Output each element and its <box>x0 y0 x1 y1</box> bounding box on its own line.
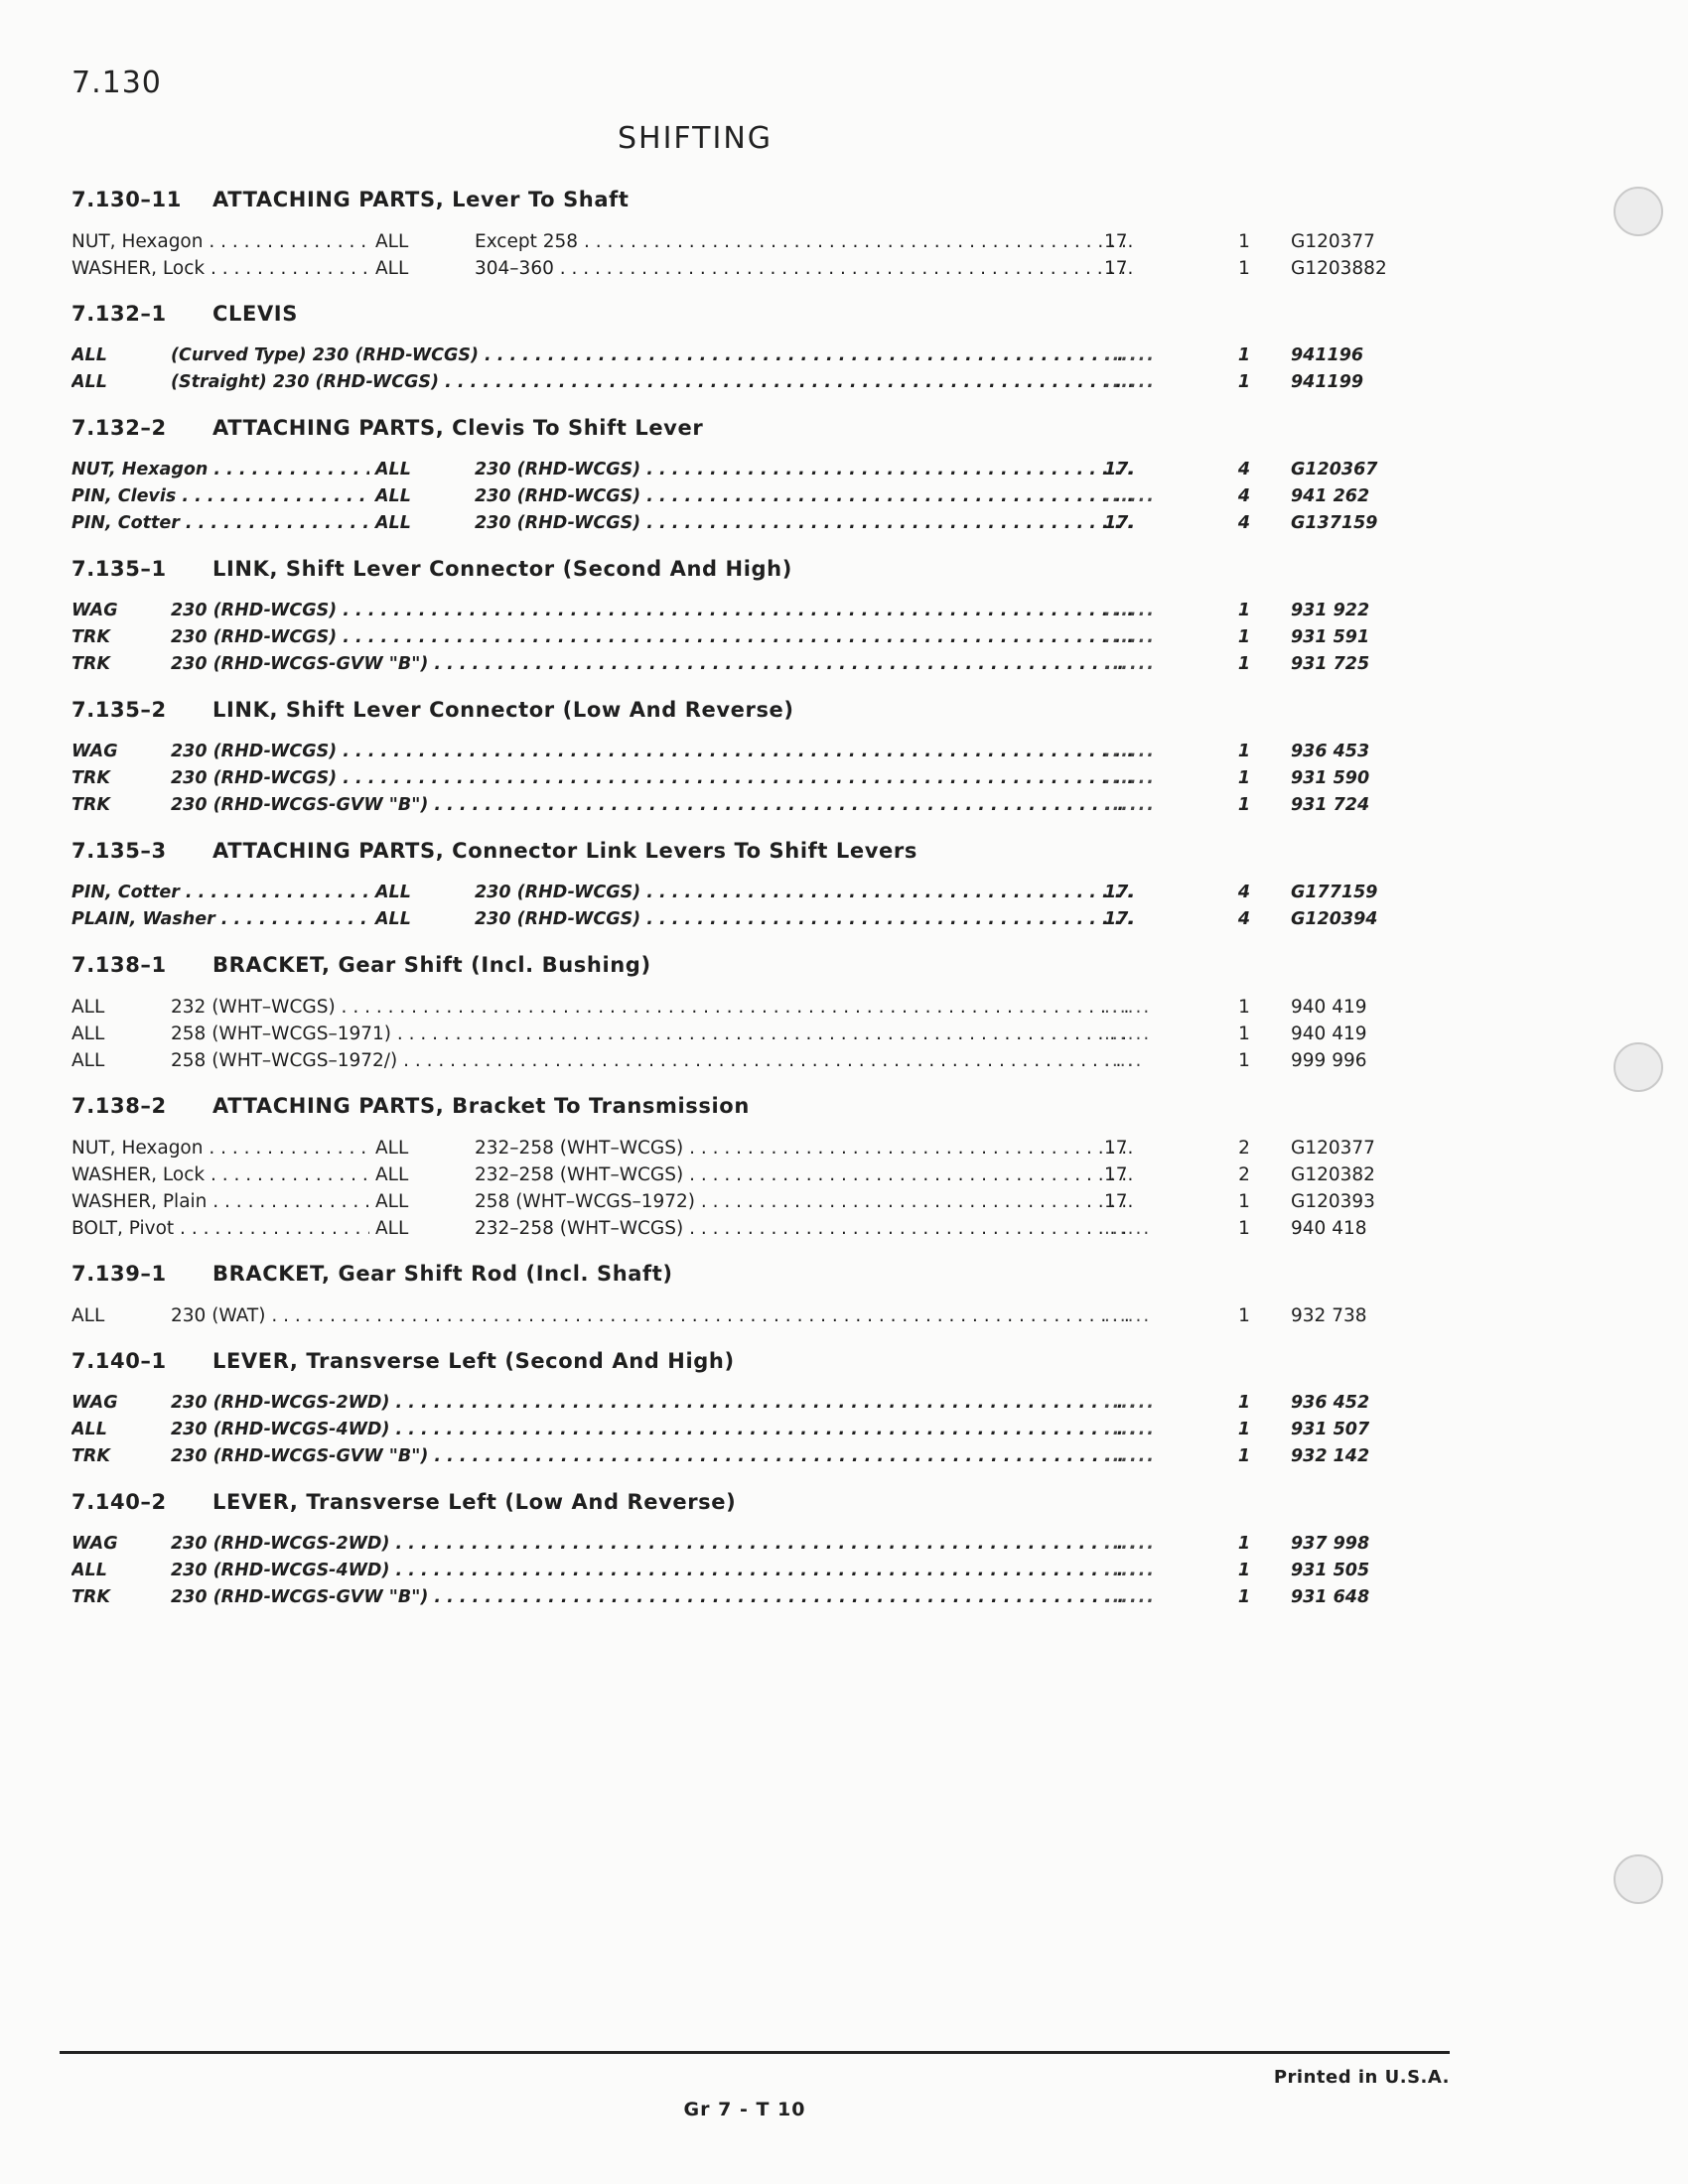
parts-group <box>71 552 1402 678</box>
section-ref: 17. <box>1104 231 1134 252</box>
parts-group <box>71 834 1402 933</box>
parts-row <box>71 457 1402 483</box>
part-description: 232 (WHT–WCGS) . . . <box>171 994 1134 1021</box>
part-number: 936 452 <box>1291 1393 1370 1413</box>
quantity: 1 <box>1237 1393 1251 1413</box>
part-name: WAG <box>71 1393 118 1413</box>
part-number: 937 998 <box>1291 1534 1370 1554</box>
part-description: 230 (RHD-WCGS) . . . <box>171 598 1134 624</box>
group-title: BRACKET, Gear Shift (Incl. Bushing) <box>212 953 651 977</box>
part-description: 230 (RHD-WCGS-2WD) . . . <box>171 1531 1134 1558</box>
section-ref: 17. <box>1104 883 1136 902</box>
part-number: 941196 <box>1291 345 1364 365</box>
parts-row <box>71 1047 1402 1074</box>
group-heading <box>71 552 1402 586</box>
parts-row <box>71 1390 1402 1417</box>
quantity: 4 <box>1237 909 1251 929</box>
quantity: 4 <box>1237 883 1251 902</box>
part-name: PIN, Clevis . . . <box>71 483 369 510</box>
group-id: 7.138–1 <box>71 953 167 977</box>
group-id: 7.135–3 <box>71 839 167 863</box>
section-ref: 17. <box>1104 1191 1134 1212</box>
section-ref: 17. <box>1104 1138 1134 1159</box>
part-number: G120382 <box>1291 1164 1375 1185</box>
group-heading <box>71 411 1402 445</box>
part-name: WASHER, Lock . . . <box>71 255 369 282</box>
section-ref: 17. <box>1104 460 1136 479</box>
parts-group <box>71 1485 1402 1611</box>
parts-group <box>71 297 1402 396</box>
group-heading <box>71 1485 1402 1519</box>
group-title: CLEVIS <box>212 302 298 326</box>
part-number: 931 591 <box>1291 627 1370 647</box>
part-name: PLAIN, Washer . . . <box>71 906 369 933</box>
part-description: 304–360 . . . <box>475 255 1134 282</box>
printed-in-note: Printed in U.S.A. <box>1273 2067 1450 2088</box>
section-ref: ...... <box>1104 1393 1156 1413</box>
parts-row <box>71 1584 1402 1611</box>
parts-row <box>71 228 1402 255</box>
part-name: WASHER, Lock . . . <box>71 1161 369 1188</box>
group-heading <box>71 1344 1402 1378</box>
part-description: 258 (WHT–WCGS–1971) . . . <box>171 1021 1134 1047</box>
model-code: ALL <box>375 909 411 929</box>
quantity: 1 <box>1237 654 1251 674</box>
part-name: WAG <box>71 1534 118 1554</box>
part-name: ALL <box>71 1561 107 1580</box>
section-ref: 17. <box>1104 1164 1134 1185</box>
parts-row <box>71 739 1402 765</box>
quantity: 2 <box>1238 1138 1250 1159</box>
part-description: 232–258 (WHT–WCGS) . . . <box>475 1161 1134 1188</box>
parts-row <box>71 651 1402 678</box>
part-name: TRK <box>71 795 110 815</box>
binder-hole-icon <box>1614 187 1663 236</box>
group-id: 7.132–1 <box>71 302 167 326</box>
quantity: 4 <box>1237 513 1251 533</box>
parts-list <box>71 183 1402 1626</box>
part-number: 940 419 <box>1291 997 1367 1018</box>
group-title: ATTACHING PARTS, Bracket To Transmission <box>212 1094 750 1118</box>
part-number: 931 507 <box>1291 1420 1370 1439</box>
part-description: (Straight) 230 (RHD-WCGS) . . . <box>171 369 1134 396</box>
parts-group <box>71 1089 1402 1242</box>
part-description: 230 (RHD-WCGS) . . . <box>475 880 1134 906</box>
quantity: 1 <box>1237 1446 1251 1466</box>
part-description: 230 (RHD-WCGS-GVW "B") . . . <box>171 792 1134 819</box>
page-title: SHIFTING <box>617 121 774 156</box>
section-ref: ...... <box>1104 486 1156 506</box>
parts-row <box>71 1443 1402 1470</box>
quantity: 1 <box>1237 372 1251 392</box>
quantity: 4 <box>1237 486 1251 506</box>
quantity: 1 <box>1237 768 1251 788</box>
parts-row <box>71 598 1402 624</box>
quantity: 1 <box>1238 997 1250 1018</box>
parts-row <box>71 1215 1402 1242</box>
parts-row <box>71 510 1402 537</box>
model-code: ALL <box>375 513 411 533</box>
quantity: 1 <box>1238 258 1250 279</box>
group-title: ATTACHING PARTS, Clevis To Shift Lever <box>212 416 704 440</box>
section-ref: ...... <box>1104 1218 1152 1239</box>
quantity: 1 <box>1237 627 1251 647</box>
group-id: 7.132–2 <box>71 416 167 440</box>
parts-row <box>71 1135 1402 1161</box>
quantity: 1 <box>1237 742 1251 761</box>
group-heading <box>71 1257 1402 1291</box>
quantity: 1 <box>1237 1534 1251 1554</box>
part-description: 230 (RHD-WCGS) . . . <box>475 906 1134 933</box>
part-number: 931 648 <box>1291 1587 1370 1607</box>
part-description: 230 (RHD-WCGS) . . . <box>171 624 1134 651</box>
part-number: G137159 <box>1291 513 1378 533</box>
part-description: (Curved Type) 230 (RHD-WCGS) . . . <box>171 342 1134 369</box>
part-description: 230 (RHD-WCGS-4WD) . . . <box>171 1417 1134 1443</box>
part-name: PIN, Cotter . . . <box>71 510 369 537</box>
parts-group <box>71 693 1402 819</box>
part-description: 230 (RHD-WCGS-GVW "B") . . . <box>171 1443 1134 1470</box>
section-ref: ..... <box>1104 1050 1144 1071</box>
part-name: ALL <box>71 1420 107 1439</box>
part-description: 230 (RHD-WCGS) . . . <box>171 765 1134 792</box>
part-description: 230 (RHD-WCGS-GVW "B") . . . <box>171 651 1134 678</box>
section-ref: ...... <box>1104 1024 1152 1044</box>
parts-group <box>71 948 1402 1074</box>
quantity: 1 <box>1237 1420 1251 1439</box>
part-number: 936 453 <box>1291 742 1370 761</box>
group-heading <box>71 297 1402 331</box>
part-description: 230 (RHD-WCGS) . . . <box>475 483 1134 510</box>
part-name: WAG <box>71 742 118 761</box>
section-ref: ...... <box>1104 627 1156 647</box>
group-title: ATTACHING PARTS, Lever To Shaft <box>212 188 630 211</box>
parts-row <box>71 1161 1402 1188</box>
parts-row <box>71 1417 1402 1443</box>
model-code: ALL <box>375 1218 409 1239</box>
group-title: LEVER, Transverse Left (Low And Reverse) <box>212 1490 737 1514</box>
quantity: 1 <box>1238 1305 1250 1326</box>
model-code: ALL <box>375 1164 409 1185</box>
group-title: LEVER, Transverse Left (Second And High) <box>212 1349 735 1373</box>
part-name: ALL <box>71 1024 105 1044</box>
part-number: 999 996 <box>1291 1050 1367 1071</box>
quantity: 1 <box>1237 345 1251 365</box>
part-name: ALL <box>71 372 107 392</box>
part-name: ALL <box>71 1050 105 1071</box>
group-heading <box>71 948 1402 982</box>
parts-row <box>71 994 1402 1021</box>
parts-row <box>71 906 1402 933</box>
section-ref: 17. <box>1104 909 1136 929</box>
part-name: NUT, Hexagon . . . <box>71 228 369 255</box>
part-number: 932 142 <box>1291 1446 1370 1466</box>
parts-row <box>71 880 1402 906</box>
quantity: 1 <box>1238 1050 1250 1071</box>
part-number: 931 590 <box>1291 768 1370 788</box>
parts-row <box>71 792 1402 819</box>
group-title: ATTACHING PARTS, Connector Link Levers To Shift Levers <box>212 839 917 863</box>
part-number: G1203882 <box>1291 258 1387 279</box>
parts-row <box>71 255 1402 282</box>
group-id: 7.138–2 <box>71 1094 167 1118</box>
section-ref: ...... <box>1104 742 1156 761</box>
part-description: 258 (WHT–WCGS–1972/) . . . <box>171 1047 1134 1074</box>
part-name: ALL <box>71 997 105 1018</box>
part-description: 232–258 (WHT–WCGS) . . . <box>475 1215 1134 1242</box>
part-name: PIN, Cotter . . . <box>71 880 369 906</box>
model-code: ALL <box>375 883 411 902</box>
parts-row <box>71 342 1402 369</box>
model-code: ALL <box>375 258 409 279</box>
section-ref: 17. <box>1104 258 1134 279</box>
part-name: TRK <box>71 768 110 788</box>
group-id: 7.135–1 <box>71 557 167 581</box>
section-ref: ...... <box>1104 1561 1156 1580</box>
parts-row <box>71 624 1402 651</box>
section-ref: ...... <box>1104 372 1156 392</box>
section-ref: ...... <box>1104 768 1156 788</box>
part-number: G120393 <box>1291 1191 1375 1212</box>
part-name: NUT, Hexagon . . . <box>71 1135 369 1161</box>
group-id: 7.140–1 <box>71 1349 167 1373</box>
model-code: ALL <box>375 1138 409 1159</box>
section-ref: ...... <box>1104 795 1156 815</box>
parts-row <box>71 369 1402 396</box>
part-name: TRK <box>71 654 110 674</box>
part-number: G120377 <box>1291 1138 1375 1159</box>
part-number: 932 738 <box>1291 1305 1367 1326</box>
part-number: 940 418 <box>1291 1218 1367 1239</box>
section-ref: ...... <box>1104 1446 1156 1466</box>
part-number: G120377 <box>1291 231 1375 252</box>
part-number: 931 505 <box>1291 1561 1370 1580</box>
model-code: ALL <box>375 231 409 252</box>
group-id: 7.140–2 <box>71 1490 167 1514</box>
parts-group <box>71 183 1402 282</box>
part-description: 230 (RHD-WCGS) . . . <box>475 510 1134 537</box>
part-number: 940 419 <box>1291 1024 1367 1044</box>
part-number: 941199 <box>1291 372 1364 392</box>
part-description: 230 (RHD-WCGS-GVW "B") . . . <box>171 1584 1134 1611</box>
group-id: 7.135–2 <box>71 698 167 722</box>
quantity: 1 <box>1238 1191 1250 1212</box>
part-description: 230 (RHD-WCGS) . . . <box>171 739 1134 765</box>
parts-row <box>71 483 1402 510</box>
part-name: TRK <box>71 627 110 647</box>
page-number: 7.130 <box>71 66 162 100</box>
section-ref: ...... <box>1104 1305 1152 1326</box>
part-name: WAG <box>71 601 118 620</box>
section-ref: ...... <box>1104 1587 1156 1607</box>
part-description: Except 258 . . . <box>475 228 1134 255</box>
section-ref: ...... <box>1104 1420 1156 1439</box>
part-description: 232–258 (WHT–WCGS) . . . <box>475 1135 1134 1161</box>
parts-group <box>71 1257 1402 1329</box>
parts-group <box>71 1344 1402 1470</box>
section-ref: 17. <box>1104 513 1136 533</box>
part-name: TRK <box>71 1446 110 1466</box>
parts-group <box>71 411 1402 537</box>
section-ref: ...... <box>1104 601 1156 620</box>
quantity: 2 <box>1238 1164 1250 1185</box>
section-ref: ...... <box>1104 997 1152 1018</box>
quantity: 1 <box>1237 1587 1251 1607</box>
part-number: 941 262 <box>1291 486 1370 506</box>
quantity: 1 <box>1237 795 1251 815</box>
parts-row <box>71 1302 1402 1329</box>
quantity: 1 <box>1238 1024 1250 1044</box>
group-title: LINK, Shift Lever Connector (Second And High) <box>212 557 792 581</box>
quantity: 1 <box>1238 231 1250 252</box>
part-name: BOLT, Pivot . . . <box>71 1215 369 1242</box>
part-number: 931 922 <box>1291 601 1370 620</box>
group-heading <box>71 1089 1402 1123</box>
part-number: G177159 <box>1291 883 1378 902</box>
part-number: 931 725 <box>1291 654 1370 674</box>
part-description: 230 (RHD-WCGS-4WD) . . . <box>171 1558 1134 1584</box>
group-title: LINK, Shift Lever Connector (Low And Reverse) <box>212 698 794 722</box>
group-id: 7.139–1 <box>71 1262 167 1286</box>
part-description: 230 (RHD-WCGS-2WD) . . . <box>171 1390 1134 1417</box>
quantity: 4 <box>1237 460 1251 479</box>
group-heading <box>71 834 1402 868</box>
part-description: 230 (RHD-WCGS) . . . <box>475 457 1134 483</box>
binder-hole-icon <box>1614 1854 1663 1904</box>
footer-divider <box>60 2051 1450 2054</box>
section-ref: ...... <box>1104 654 1156 674</box>
parts-row <box>71 765 1402 792</box>
part-number: G120367 <box>1291 460 1378 479</box>
section-ref: ...... <box>1104 1534 1156 1554</box>
model-code: ALL <box>375 486 411 506</box>
part-name: ALL <box>71 345 107 365</box>
group-id: 7.130–11 <box>71 188 182 211</box>
quantity: 1 <box>1237 601 1251 620</box>
binder-hole-icon <box>1614 1042 1663 1092</box>
parts-row <box>71 1531 1402 1558</box>
part-description: 258 (WHT–WCGS–1972) . . . <box>475 1188 1134 1215</box>
model-code: ALL <box>375 1191 409 1212</box>
part-name: WASHER, Plain . . . <box>71 1188 369 1215</box>
footer-page-ref: Gr 7 - T 10 <box>683 2099 806 2120</box>
parts-row <box>71 1558 1402 1584</box>
group-heading <box>71 693 1402 727</box>
model-code: ALL <box>375 460 411 479</box>
quantity: 1 <box>1238 1218 1250 1239</box>
part-number: G120394 <box>1291 909 1378 929</box>
part-name: TRK <box>71 1587 110 1607</box>
section-ref: ...... <box>1104 345 1156 365</box>
parts-row <box>71 1188 1402 1215</box>
part-name: ALL <box>71 1305 105 1326</box>
parts-row <box>71 1021 1402 1047</box>
quantity: 1 <box>1237 1561 1251 1580</box>
group-heading <box>71 183 1402 216</box>
part-description: 230 (WAT) . . . <box>171 1302 1134 1329</box>
group-title: BRACKET, Gear Shift Rod (Incl. Shaft) <box>212 1262 673 1286</box>
part-name: NUT, Hexagon . . . <box>71 457 369 483</box>
part-number: 931 724 <box>1291 795 1370 815</box>
